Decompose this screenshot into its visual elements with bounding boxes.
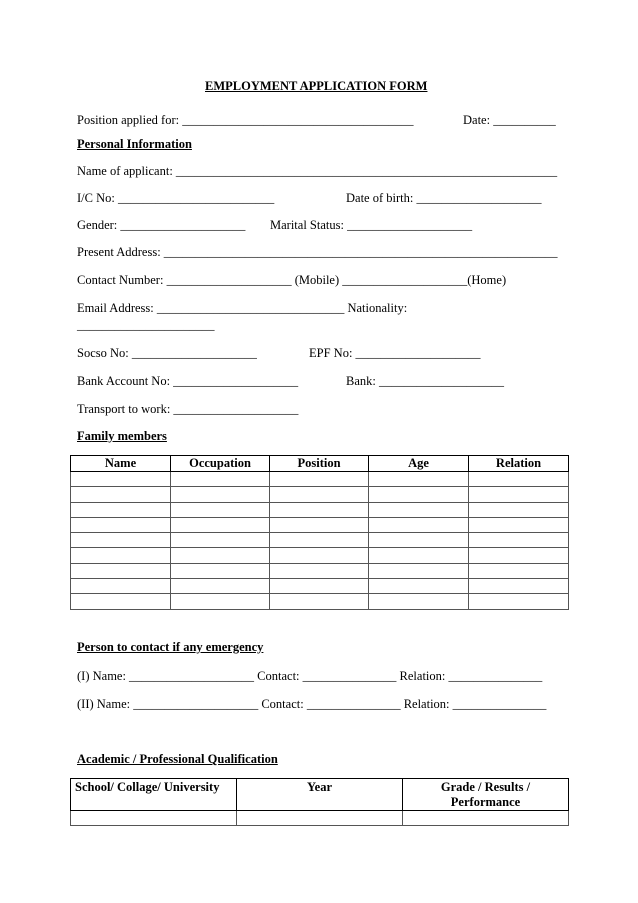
table-cell[interactable] [270,472,369,487]
column-header: Grade / Results / Performance [403,779,569,811]
table-cell[interactable] [469,548,569,563]
table-cell[interactable] [270,487,369,502]
table-cell[interactable] [369,594,469,609]
academic-heading: Academic / Professional Qualification [77,752,278,766]
table-cell[interactable] [71,502,171,517]
table-cell[interactable] [369,502,469,517]
table-cell[interactable] [369,517,469,532]
table-row [71,533,569,548]
table-row [71,548,569,563]
table-cell[interactable] [469,472,569,487]
table-row [71,472,569,487]
table-cell[interactable] [270,563,369,578]
table-cell[interactable] [369,563,469,578]
email-nationality-field[interactable]: Email Address: ______________________________ Nationality: [77,301,408,315]
table-cell[interactable] [71,563,171,578]
emergency-contact-1[interactable]: (I) Name: ____________________ Contact: _______________ Relation: _______________ [77,669,543,683]
contact-number-field[interactable]: Contact Number: ____________________ (Mobile) ____________________(Home) [77,273,507,287]
table-cell[interactable] [270,533,369,548]
table-cell[interactable] [171,487,270,502]
table-row [71,517,569,532]
applicant-name-field[interactable]: Name of applicant: _____________________________________________________________ [77,164,558,178]
table-cell[interactable] [469,517,569,532]
table-cell[interactable] [270,517,369,532]
table-cell[interactable] [270,594,369,609]
table-cell[interactable] [171,579,270,594]
column-header: Relation [469,456,569,472]
table-cell[interactable] [469,594,569,609]
table-cell[interactable] [369,579,469,594]
position-applied-field[interactable]: Position applied for: _____________________________________ [77,113,414,127]
table-cell[interactable] [71,472,171,487]
table-cell[interactable] [469,579,569,594]
table-row [71,579,569,594]
table-cell[interactable] [469,533,569,548]
present-address-field[interactable]: Present Address: _______________________________________________________________ [77,245,558,259]
epf-number-field[interactable]: EPF No: ____________________ [309,346,481,360]
column-header: Age [369,456,469,472]
bank-name-field[interactable]: Bank: ____________________ [346,374,504,388]
table-cell[interactable] [171,517,270,532]
table-cell[interactable] [171,533,270,548]
family-members-table [70,455,569,610]
table-cell[interactable] [369,487,469,502]
family-members-heading: Family members [77,429,167,443]
nationality-field[interactable]: ______________________ [77,318,215,332]
table-cell[interactable] [71,811,237,826]
form-title: EMPLOYMENT APPLICATION FORM [205,79,428,93]
gender-field[interactable]: Gender: ____________________ [77,218,246,232]
table-cell[interactable] [171,563,270,578]
socso-number-field[interactable]: Socso No: ____________________ [77,346,257,360]
date-field[interactable]: Date: __________ [463,113,556,127]
ic-number-field[interactable]: I/C No: _________________________ [77,191,275,205]
table-cell[interactable] [469,487,569,502]
bank-account-field[interactable]: Bank Account No: ____________________ [77,374,299,388]
column-header: Position [270,456,369,472]
table-cell[interactable] [469,563,569,578]
marital-status-field[interactable]: Marital Status: ____________________ [270,218,473,232]
date-of-birth-field[interactable]: Date of birth: ____________________ [346,191,542,205]
table-cell[interactable] [369,533,469,548]
table-cell[interactable] [171,472,270,487]
emergency-contact-heading: Person to contact if any emergency [77,640,264,654]
table-cell[interactable] [71,594,171,609]
table-row [71,563,569,578]
table-cell[interactable] [71,533,171,548]
table-cell[interactable] [369,472,469,487]
table-cell[interactable] [270,548,369,563]
column-header: Name [71,456,171,472]
personal-info-heading: Personal Information [77,137,192,151]
table-cell[interactable] [469,502,569,517]
table-cell[interactable] [71,579,171,594]
table-cell[interactable] [369,548,469,563]
table-row [71,594,569,609]
academic-table [70,778,569,826]
column-header: Occupation [171,456,270,472]
table-cell[interactable] [270,579,369,594]
table-cell[interactable] [71,517,171,532]
column-header: School/ Collage/ University [71,779,237,811]
transport-field[interactable]: Transport to work: ____________________ [77,402,299,416]
table-cell[interactable] [171,594,270,609]
table-cell[interactable] [71,548,171,563]
table-cell[interactable] [171,548,270,563]
table-cell[interactable] [171,502,270,517]
family-table-header [71,456,569,472]
emergency-contact-2[interactable]: (II) Name: ____________________ Contact: _______________ Relation: _______________ [77,697,547,711]
table-cell[interactable] [71,487,171,502]
column-header: Year [237,779,403,811]
table-cell[interactable] [403,811,569,826]
table-cell[interactable] [270,502,369,517]
academic-table-header [71,779,569,811]
table-row [71,502,569,517]
table-row [71,487,569,502]
table-cell[interactable] [237,811,403,826]
table-row [71,811,569,826]
